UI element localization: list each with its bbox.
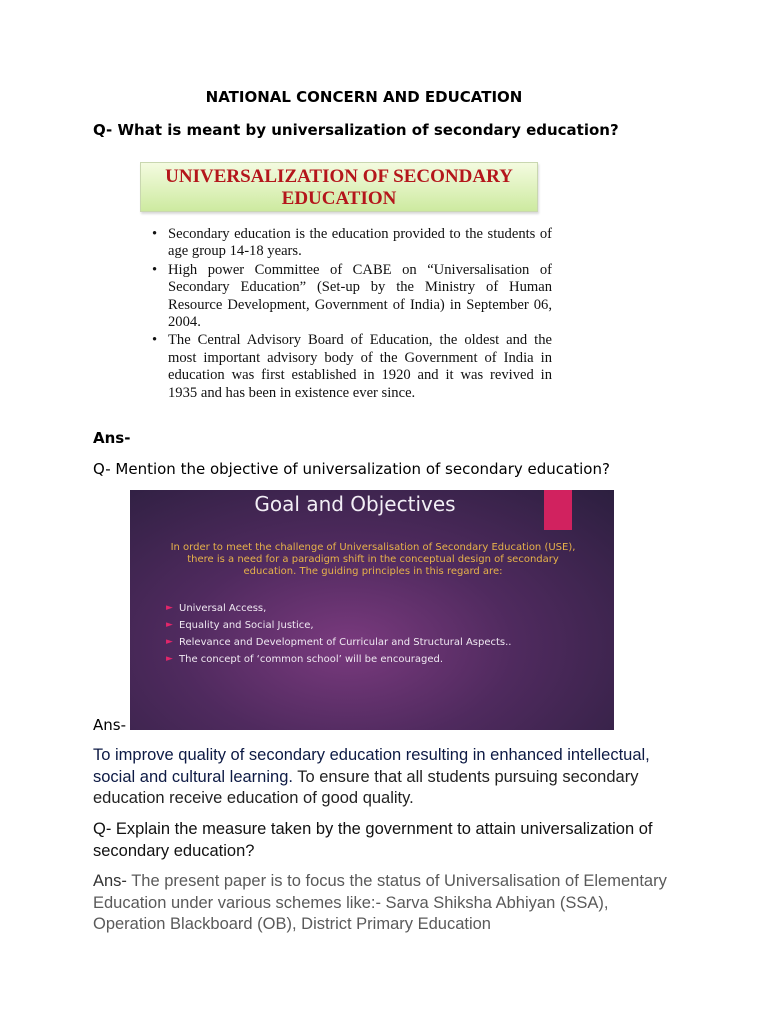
answer-2-paragraph <box>93 745 653 810</box>
answer-3-label: Ans- <box>93 872 127 890</box>
question-1: Q- What is meant by universalization of secondary education? <box>93 121 619 139</box>
arrow-icon: ► <box>166 603 173 613</box>
slide-list <box>166 600 511 668</box>
paragraph-part-b: To ensure that all students pursuing secondary education receive education of good quality. <box>93 767 639 807</box>
question-2: Q- Mention the objective of universalization of secondary education? <box>93 460 610 478</box>
image-banner <box>140 162 538 212</box>
answer-3-text: The present paper is to focus the status of Universalisation of Elementary Education under various schemes like:- Sarva Shiksha Abhiyan (SSA), Operation Blackboard (OB), District Primary Education <box>93 872 667 933</box>
goal-objectives-slide <box>130 490 614 730</box>
slide-list-item: ► Relevance and Development of Curricular and Structural Aspects.. <box>166 634 511 651</box>
universalization-image <box>138 160 558 432</box>
banner-line-1: UNIVERSALIZATION OF SECONDARY <box>165 166 513 187</box>
slide-intro: In order to meet the challenge of Universalisation of Secondary Education (USE), there is a need for a paradigm shift in the conceptual design of secondary education. The guiding principles in this regard are: <box>170 542 576 577</box>
banner-line-2: EDUCATION <box>281 188 397 209</box>
slide-list-item: ► Equality and Social Justice, <box>166 617 511 634</box>
bullet-icon: • <box>152 261 158 278</box>
image-bullet: • Secondary education is the education provided to the students of age group 14-18 years. <box>152 226 552 260</box>
page-title: NATIONAL CONCERN AND EDUCATION <box>205 88 523 106</box>
slide-title: Goal and Objectives <box>254 492 456 516</box>
image-bullet-list <box>150 226 552 403</box>
slide-list-item: ► The concept of ‘common school’ will be encouraged. <box>166 651 511 668</box>
answer-3-paragraph <box>93 871 673 936</box>
arrow-icon: ► <box>166 637 173 647</box>
arrow-icon: ► <box>166 654 173 664</box>
bullet-icon: • <box>152 332 158 349</box>
answer-2-label: Ans- <box>93 716 126 734</box>
paragraph-part-a: To improve quality of secondary education resulting in enhanced intellectual, social and cultural learning. <box>93 746 650 786</box>
answer-1-label: Ans- <box>93 429 131 447</box>
image-bullet: • High power Committee of CABE on “Universalisation of Secondary Education” (Set-up by the Ministry of Human Resource Development, Government of India) in September 06, 2004. <box>152 261 552 331</box>
image-bullet: • The Central Advisory Board of Education, the oldest and the most important advisory body of the Government of India in education was first established in 1920 and it was revived in 1935 and has been in existence ever since. <box>152 332 552 401</box>
slide-list-item: ► Universal Access, <box>166 600 511 617</box>
question-3: Q- Explain the measure taken by the government to attain universalization of secondary education? <box>93 820 653 860</box>
bullet-icon: • <box>152 226 158 242</box>
arrow-icon: ► <box>166 620 173 630</box>
